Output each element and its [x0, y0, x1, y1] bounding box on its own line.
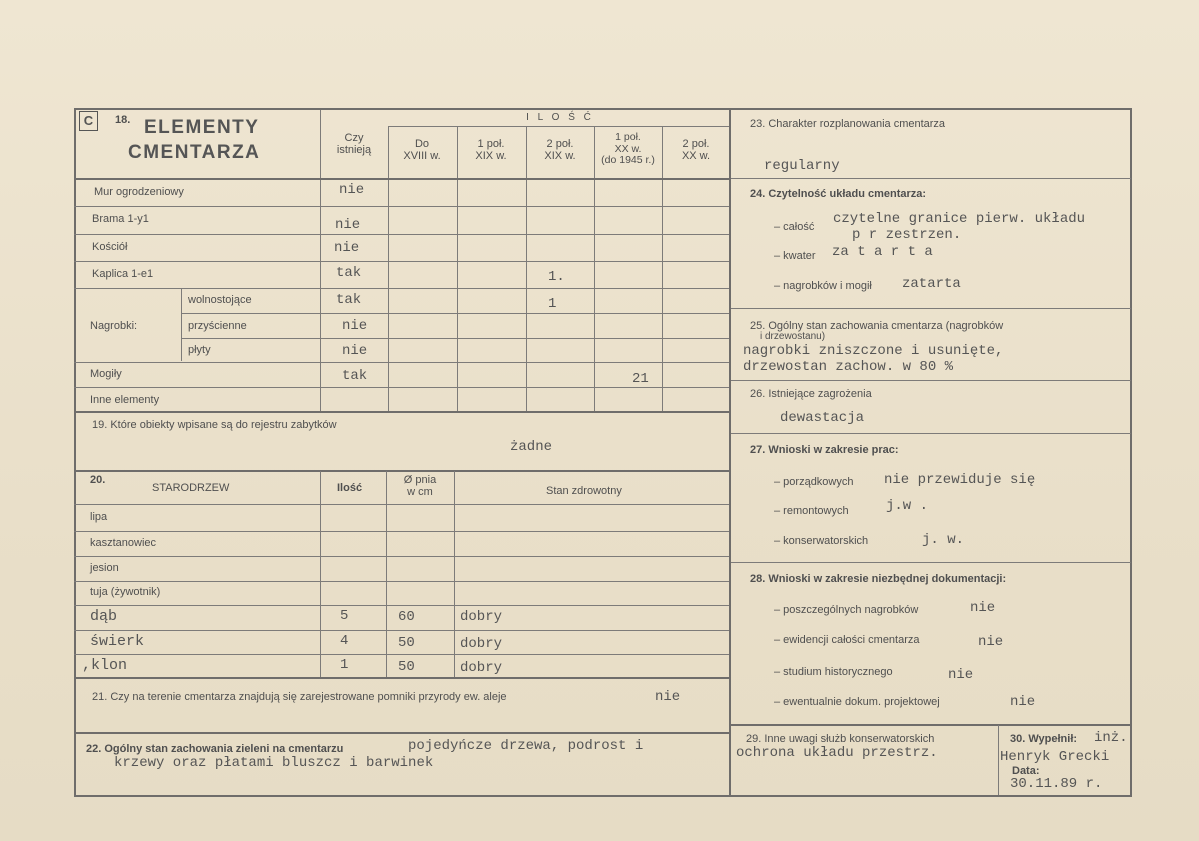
s25-label1: 25. Ogólny stan zachowania cmentarza (nagrobków [750, 320, 1004, 332]
s24-nagrobkow-label: – nagrobków i mogił [774, 280, 872, 292]
tree-name: ,klon [82, 657, 128, 674]
s30-name: Henryk Grecki [1000, 749, 1110, 765]
title-line1: ELEMENTY [144, 117, 260, 138]
s24-calosc-value2: p r zestrzen. [852, 227, 962, 243]
element-label: Mogiły [90, 368, 122, 380]
s21-value: nie [655, 689, 681, 705]
element-exists: nie [339, 182, 365, 198]
section-letter-box: C [79, 111, 98, 131]
element-exists: nie [334, 240, 360, 256]
s25-label2: i drzewostanu) [760, 331, 826, 342]
element-quantity: 1 [548, 296, 557, 312]
element-quantity: 21 [632, 371, 649, 387]
s23-value: regularny [764, 158, 840, 174]
s27-item-value: j. w. [922, 532, 965, 548]
tree-name: tuja (żywotnik) [90, 586, 161, 598]
tree-diam: 60 [398, 609, 415, 625]
s25-value2: drzewostan zachow. w 80 % [743, 359, 954, 375]
tree-name: świerk [90, 633, 145, 650]
s20-col-health: Stan zdrowotny [546, 485, 622, 497]
s19-value: żadne [510, 439, 553, 455]
element-label: Kaplica 1-e1 [92, 268, 154, 280]
s28-item-value: nie [948, 667, 974, 683]
element-label: Mur ogrodzeniowy [94, 186, 184, 198]
s24-kwater-label: – kwater [774, 250, 816, 262]
element-label: Inne elementy [90, 394, 160, 406]
s19-label: 19. Które obiekty wpisane są do rejestru zabytków [92, 419, 337, 431]
s30-date: 30.11.89 r. [1010, 776, 1103, 792]
period-header-1: 1 poł. XIX w. [475, 138, 507, 163]
period-header-4: 2 poł. XX w. [681, 138, 711, 163]
s24-label: 24. Czytelność układu cmentarza: [750, 188, 927, 200]
element-exists: tak [336, 292, 362, 308]
tree-name: dąb [90, 608, 118, 625]
element-label: płyty [188, 344, 211, 356]
s26-value: dewastacja [780, 410, 865, 426]
element-label: Kościół [92, 241, 128, 253]
s30-label: 30. Wypełnił: [1010, 733, 1078, 745]
s20-col-tree: STARODRZEW [152, 482, 230, 494]
element-label: Brama 1-y1 [92, 213, 149, 225]
period-header-2: 2 poł. XIX w. [544, 138, 576, 163]
s30-date-label: Data: [1012, 765, 1040, 777]
element-label: przyścienne [188, 320, 247, 332]
tree-health: dobry [460, 609, 503, 625]
s25-value1: nagrobki zniszczone i usunięte, [743, 343, 1004, 359]
s26-label: 26. Istniejące zagrożenia [750, 388, 872, 400]
period-header-0: Do XVIII w. [403, 138, 441, 163]
s23-label: 23. Charakter rozplanowania cmentarza [750, 118, 946, 130]
s27-label: 27. Wnioski w zakresie prac: [750, 444, 899, 456]
s28-item-label: – ewentualnie dokum. projektowej [774, 696, 940, 708]
tree-name: kasztanowiec [90, 537, 157, 549]
element-quantity: 1. [548, 269, 565, 285]
exists-col-header: Czy istnieją [336, 132, 372, 157]
s21-label: 21. Czy na terenie cmentarza znajdują się zarejestrowane pomniki przyrody ew. aleje [92, 691, 507, 703]
title-line2: CMENTARZA [128, 142, 261, 163]
s27-item-label: – konserwatorskich [774, 535, 869, 547]
s22-value1: pojedyńcze drzewa, podrost i [408, 738, 644, 754]
s27-item-value: nie przewiduje się [884, 472, 1036, 488]
s29-value: ochrona układu przestrz. [736, 745, 938, 761]
s28-item-value: nie [970, 600, 996, 616]
element-exists: nie [335, 217, 361, 233]
s24-kwater-value: za t a r t a [832, 244, 933, 260]
quantity-header: I L O Ś Ć [526, 112, 594, 123]
s27-item-label: – porządkowych [774, 476, 854, 488]
element-label: wolnostojące [188, 294, 252, 306]
tree-count: 1 [340, 657, 349, 673]
s24-calosc-label: – całość [774, 221, 815, 233]
tree-count: 4 [340, 633, 349, 649]
s30-value: inż. [1094, 730, 1128, 746]
period-header-3: 1 poł. XX w. (do 1945 r.) [601, 131, 655, 167]
tree-health: dobry [460, 660, 503, 676]
s20-col-count: Ilość [337, 482, 363, 494]
s28-item-value: nie [1010, 694, 1036, 710]
s22-label: 22. Ogólny stan zachowania zieleni na cmentarzu [86, 743, 344, 755]
s24-nagrobkow-value: zatarta [902, 276, 961, 292]
nagrobki-label: Nagrobki: [90, 320, 138, 332]
s28-item-label: – studium historycznego [774, 666, 893, 678]
element-exists: tak [336, 265, 362, 281]
s24-calosc-value1: czytelne granice pierw. układu [833, 211, 1086, 227]
s20-col-diam: Ø pnia w cm [403, 474, 437, 499]
tree-name: jesion [90, 562, 119, 574]
s20-number: 20. [90, 474, 106, 486]
section-18-number: 18. [115, 114, 131, 126]
s22-value2: krzewy oraz płatami bluszcz i barwinek [114, 755, 434, 771]
s28-item-label: – poszczególnych nagrobków [774, 604, 919, 616]
tree-name: lipa [90, 511, 108, 523]
s29-label: 29. Inne uwagi służb konserwatorskich [746, 733, 935, 745]
s28-item-value: nie [978, 634, 1004, 650]
tree-diam: 50 [398, 659, 415, 675]
tree-health: dobry [460, 636, 503, 652]
element-exists: nie [342, 318, 368, 334]
s27-item-value: j.w . [886, 498, 929, 514]
s28-item-label: – ewidencji całości cmentarza [774, 634, 920, 646]
element-exists: nie [342, 343, 368, 359]
s27-item-label: – remontowych [774, 505, 849, 517]
tree-count: 5 [340, 608, 349, 624]
tree-diam: 50 [398, 635, 415, 651]
s28-label: 28. Wnioski w zakresie niezbędnej dokumentacji: [750, 573, 1007, 585]
element-exists: tak [342, 368, 368, 384]
